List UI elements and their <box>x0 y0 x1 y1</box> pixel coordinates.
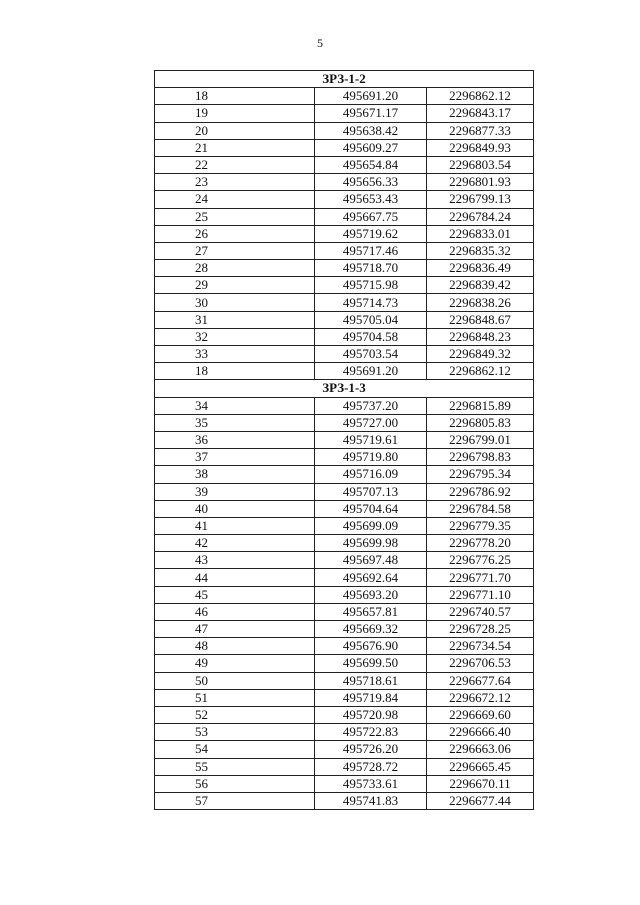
x-coordinate-cell: 495669.32 <box>315 621 427 638</box>
y-coordinate-cell: 2296677.64 <box>427 672 534 689</box>
y-coordinate-cell: 2296740.57 <box>427 603 534 620</box>
table-row <box>155 208 534 225</box>
point-number-cell: 31 <box>155 311 315 328</box>
point-number-cell: 55 <box>155 758 315 775</box>
y-coordinate-cell: 2296771.70 <box>427 569 534 586</box>
point-number-cell: 44 <box>155 569 315 586</box>
x-coordinate-cell: 495703.54 <box>315 346 427 363</box>
point-number-cell: 22 <box>155 156 315 173</box>
x-coordinate-cell: 495728.72 <box>315 758 427 775</box>
table-row <box>155 294 534 311</box>
x-coordinate-cell: 495716.09 <box>315 466 427 483</box>
y-coordinate-cell: 2296839.42 <box>427 277 534 294</box>
table-row <box>155 156 534 173</box>
point-number-cell: 18 <box>155 363 315 380</box>
y-coordinate-cell: 2296786.92 <box>427 483 534 500</box>
table-row <box>155 758 534 775</box>
y-coordinate-cell: 2296669.60 <box>427 706 534 723</box>
point-number-cell: 53 <box>155 724 315 741</box>
x-coordinate-cell: 495722.83 <box>315 724 427 741</box>
point-number-cell: 46 <box>155 603 315 620</box>
table-row <box>155 621 534 638</box>
table-row <box>155 586 534 603</box>
table-row <box>155 466 534 483</box>
table-row <box>155 122 534 139</box>
y-coordinate-cell: 2296833.01 <box>427 225 534 242</box>
point-number-cell: 57 <box>155 792 315 809</box>
x-coordinate-cell: 495691.20 <box>315 363 427 380</box>
table-row <box>155 414 534 431</box>
table-row <box>155 792 534 809</box>
point-number-cell: 27 <box>155 242 315 259</box>
y-coordinate-cell: 2296663.06 <box>427 741 534 758</box>
y-coordinate-cell: 2296835.32 <box>427 242 534 259</box>
point-number-cell: 34 <box>155 397 315 414</box>
y-coordinate-cell: 2296672.12 <box>427 689 534 706</box>
x-coordinate-cell: 495638.42 <box>315 122 427 139</box>
table-row <box>155 346 534 363</box>
table-row <box>155 706 534 723</box>
x-coordinate-cell: 495727.00 <box>315 414 427 431</box>
coordinates-table <box>154 70 534 810</box>
point-number-cell: 47 <box>155 621 315 638</box>
x-coordinate-cell: 495657.81 <box>315 603 427 620</box>
point-number-cell: 26 <box>155 225 315 242</box>
table-row <box>155 88 534 105</box>
point-number-cell: 36 <box>155 431 315 448</box>
table-row <box>155 311 534 328</box>
x-coordinate-cell: 495719.62 <box>315 225 427 242</box>
y-coordinate-cell: 2296815.89 <box>427 397 534 414</box>
x-coordinate-cell: 495653.43 <box>315 191 427 208</box>
point-number-cell: 41 <box>155 517 315 534</box>
point-number-cell: 20 <box>155 122 315 139</box>
point-number-cell: 28 <box>155 260 315 277</box>
point-number-cell: 52 <box>155 706 315 723</box>
point-number-cell: 54 <box>155 741 315 758</box>
x-coordinate-cell: 495656.33 <box>315 174 427 191</box>
y-coordinate-cell: 2296862.12 <box>427 88 534 105</box>
x-coordinate-cell: 495714.73 <box>315 294 427 311</box>
y-coordinate-cell: 2296799.01 <box>427 431 534 448</box>
y-coordinate-cell: 2296677.44 <box>427 792 534 809</box>
y-coordinate-cell: 2296848.23 <box>427 328 534 345</box>
point-number-cell: 50 <box>155 672 315 689</box>
point-number-cell: 40 <box>155 500 315 517</box>
table-row <box>155 277 534 294</box>
x-coordinate-cell: 495699.09 <box>315 517 427 534</box>
x-coordinate-cell: 495699.50 <box>315 655 427 672</box>
x-coordinate-cell: 495741.83 <box>315 792 427 809</box>
x-coordinate-cell: 495699.98 <box>315 535 427 552</box>
y-coordinate-cell: 2296838.26 <box>427 294 534 311</box>
x-coordinate-cell: 495719.61 <box>315 431 427 448</box>
x-coordinate-cell: 495697.48 <box>315 552 427 569</box>
x-coordinate-cell: 495719.84 <box>315 689 427 706</box>
y-coordinate-cell: 2296843.17 <box>427 105 534 122</box>
table-row <box>155 242 534 259</box>
x-coordinate-cell: 495737.20 <box>315 397 427 414</box>
x-coordinate-cell: 495692.64 <box>315 569 427 586</box>
point-number-cell: 39 <box>155 483 315 500</box>
point-number-cell: 45 <box>155 586 315 603</box>
table-row <box>155 655 534 672</box>
section-title: ЗРЗ-1-3 <box>155 380 534 397</box>
y-coordinate-cell: 2296778.20 <box>427 535 534 552</box>
point-number-cell: 25 <box>155 208 315 225</box>
point-number-cell: 24 <box>155 191 315 208</box>
x-coordinate-cell: 495717.46 <box>315 242 427 259</box>
point-number-cell: 48 <box>155 638 315 655</box>
x-coordinate-cell: 495715.98 <box>315 277 427 294</box>
point-number-cell: 56 <box>155 775 315 792</box>
table-row <box>155 552 534 569</box>
point-number-cell: 35 <box>155 414 315 431</box>
x-coordinate-cell: 495609.27 <box>315 139 427 156</box>
y-coordinate-cell: 2296803.54 <box>427 156 534 173</box>
y-coordinate-cell: 2296776.25 <box>427 552 534 569</box>
table-row <box>155 724 534 741</box>
y-coordinate-cell: 2296666.40 <box>427 724 534 741</box>
point-number-cell: 29 <box>155 277 315 294</box>
page-number: 5 <box>317 36 323 50</box>
point-number-cell: 30 <box>155 294 315 311</box>
table-row <box>155 328 534 345</box>
point-number-cell: 32 <box>155 328 315 345</box>
y-coordinate-cell: 2296801.93 <box>427 174 534 191</box>
x-coordinate-cell: 495707.13 <box>315 483 427 500</box>
table-row <box>155 483 534 500</box>
table-row <box>155 638 534 655</box>
table-row <box>155 535 534 552</box>
point-number-cell: 38 <box>155 466 315 483</box>
point-number-cell: 19 <box>155 105 315 122</box>
point-number-cell: 42 <box>155 535 315 552</box>
table-row <box>155 569 534 586</box>
table-row <box>155 517 534 534</box>
point-number-cell: 37 <box>155 449 315 466</box>
point-number-cell: 33 <box>155 346 315 363</box>
x-coordinate-cell: 495704.58 <box>315 328 427 345</box>
table-row <box>155 139 534 156</box>
table-row <box>155 260 534 277</box>
y-coordinate-cell: 2296706.53 <box>427 655 534 672</box>
y-coordinate-cell: 2296784.24 <box>427 208 534 225</box>
y-coordinate-cell: 2296784.58 <box>427 500 534 517</box>
x-coordinate-cell: 495654.84 <box>315 156 427 173</box>
x-coordinate-cell: 495733.61 <box>315 775 427 792</box>
section-title: ЗРЗ-1-2 <box>155 71 534 88</box>
y-coordinate-cell: 2296771.10 <box>427 586 534 603</box>
x-coordinate-cell: 495718.70 <box>315 260 427 277</box>
x-coordinate-cell: 495676.90 <box>315 638 427 655</box>
y-coordinate-cell: 2296798.83 <box>427 449 534 466</box>
x-coordinate-cell: 495726.20 <box>315 741 427 758</box>
coordinates-table-body <box>155 71 534 810</box>
point-number-cell: 18 <box>155 88 315 105</box>
y-coordinate-cell: 2296877.33 <box>427 122 534 139</box>
table-row <box>155 741 534 758</box>
x-coordinate-cell: 495718.61 <box>315 672 427 689</box>
y-coordinate-cell: 2296779.35 <box>427 517 534 534</box>
table-row <box>155 225 534 242</box>
table-row <box>155 363 534 380</box>
y-coordinate-cell: 2296670.11 <box>427 775 534 792</box>
y-coordinate-cell: 2296799.13 <box>427 191 534 208</box>
y-coordinate-cell: 2296665.45 <box>427 758 534 775</box>
y-coordinate-cell: 2296836.49 <box>427 260 534 277</box>
y-coordinate-cell: 2296862.12 <box>427 363 534 380</box>
table-row <box>155 174 534 191</box>
x-coordinate-cell: 495720.98 <box>315 706 427 723</box>
point-number-cell: 49 <box>155 655 315 672</box>
x-coordinate-cell: 495719.80 <box>315 449 427 466</box>
x-coordinate-cell: 495691.20 <box>315 88 427 105</box>
point-number-cell: 43 <box>155 552 315 569</box>
x-coordinate-cell: 495671.17 <box>315 105 427 122</box>
x-coordinate-cell: 495704.64 <box>315 500 427 517</box>
y-coordinate-cell: 2296734.54 <box>427 638 534 655</box>
y-coordinate-cell: 2296848.67 <box>427 311 534 328</box>
y-coordinate-cell: 2296849.32 <box>427 346 534 363</box>
point-number-cell: 51 <box>155 689 315 706</box>
y-coordinate-cell: 2296795.34 <box>427 466 534 483</box>
table-row <box>155 191 534 208</box>
y-coordinate-cell: 2296849.93 <box>427 139 534 156</box>
x-coordinate-cell: 495667.75 <box>315 208 427 225</box>
table-row <box>155 500 534 517</box>
section-header-row <box>155 380 534 397</box>
table-row <box>155 105 534 122</box>
section-header-row <box>155 71 534 88</box>
y-coordinate-cell: 2296805.83 <box>427 414 534 431</box>
table-row <box>155 672 534 689</box>
table-row <box>155 603 534 620</box>
x-coordinate-cell: 495705.04 <box>315 311 427 328</box>
y-coordinate-cell: 2296728.25 <box>427 621 534 638</box>
point-number-cell: 21 <box>155 139 315 156</box>
x-coordinate-cell: 495693.20 <box>315 586 427 603</box>
table-row <box>155 689 534 706</box>
point-number-cell: 23 <box>155 174 315 191</box>
table-row <box>155 449 534 466</box>
table-row <box>155 397 534 414</box>
table-row <box>155 431 534 448</box>
table-row <box>155 775 534 792</box>
